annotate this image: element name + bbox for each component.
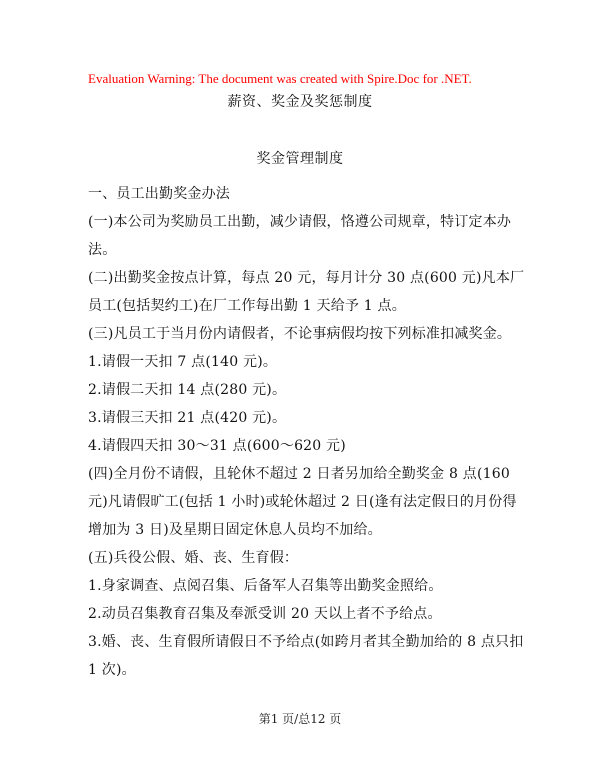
list-item-5: 1.身家调查、点阅召集、后备军人召集等出勤奖金照给。 [88, 578, 443, 594]
document-title: 薪资、奖金及奖惩制度 [227, 94, 373, 110]
list-item-3: 3.请假三天扣 21 点(420 元)。 [88, 410, 287, 426]
list-item-4: 4.请假四天扣 30～31 点(600～620 元) [88, 438, 346, 454]
paragraph-1: (一)本公司为奖励员工出勤，减少请假，恪遵公司规章，特订定本办法。 [88, 214, 512, 258]
document-body [88, 180, 528, 684]
list-item-6: 2.动员召集教育召集及奉派受训 20 天以上者不予给点。 [88, 606, 442, 622]
section-title: 奖金管理制度 [256, 151, 344, 167]
paragraph-4: (四)全月份不请假，且轮休不超过 2 日者另加给全勤奖金 8 点(160 元)凡请假旷工(包括 1 小时)或轮休超过 2 日(逢有法定假日的月份得增加为 3 日)及星期日固定休息人员均不加给。 [88, 466, 517, 538]
list-item-2: 2.请假二天扣 14 点(280 元)。 [88, 382, 287, 398]
page-footer: 第1 页/总12 页 [258, 712, 342, 726]
evaluation-warning: Evaluation Warning: The document was created with Spire.Doc for .NET. [88, 71, 472, 86]
paragraph-2: (二)出勤奖金按点计算，每点 20 元，每月计分 30 点(600 元)凡本厂员工(包括契约工)在厂工作每出勤 1 天给予 1 点。 [88, 270, 525, 314]
list-item-1: 1.请假一天扣 7 点(140 元)。 [88, 354, 278, 370]
paragraph-5: (五)兵役公假、婚、丧、生育假： [88, 550, 299, 566]
list-item-7: 3.婚、丧、生育假所请假日不予给点(如跨月者其全勤加给的 8 点只扣 1 次)。 [88, 634, 524, 678]
paragraph-3: (三)凡员工于当月份内请假者，不论事病假均按下列标准扣减奖金。 [88, 326, 512, 342]
heading-attendance-bonus: 一、员工出勤奖金办法 [88, 186, 230, 202]
